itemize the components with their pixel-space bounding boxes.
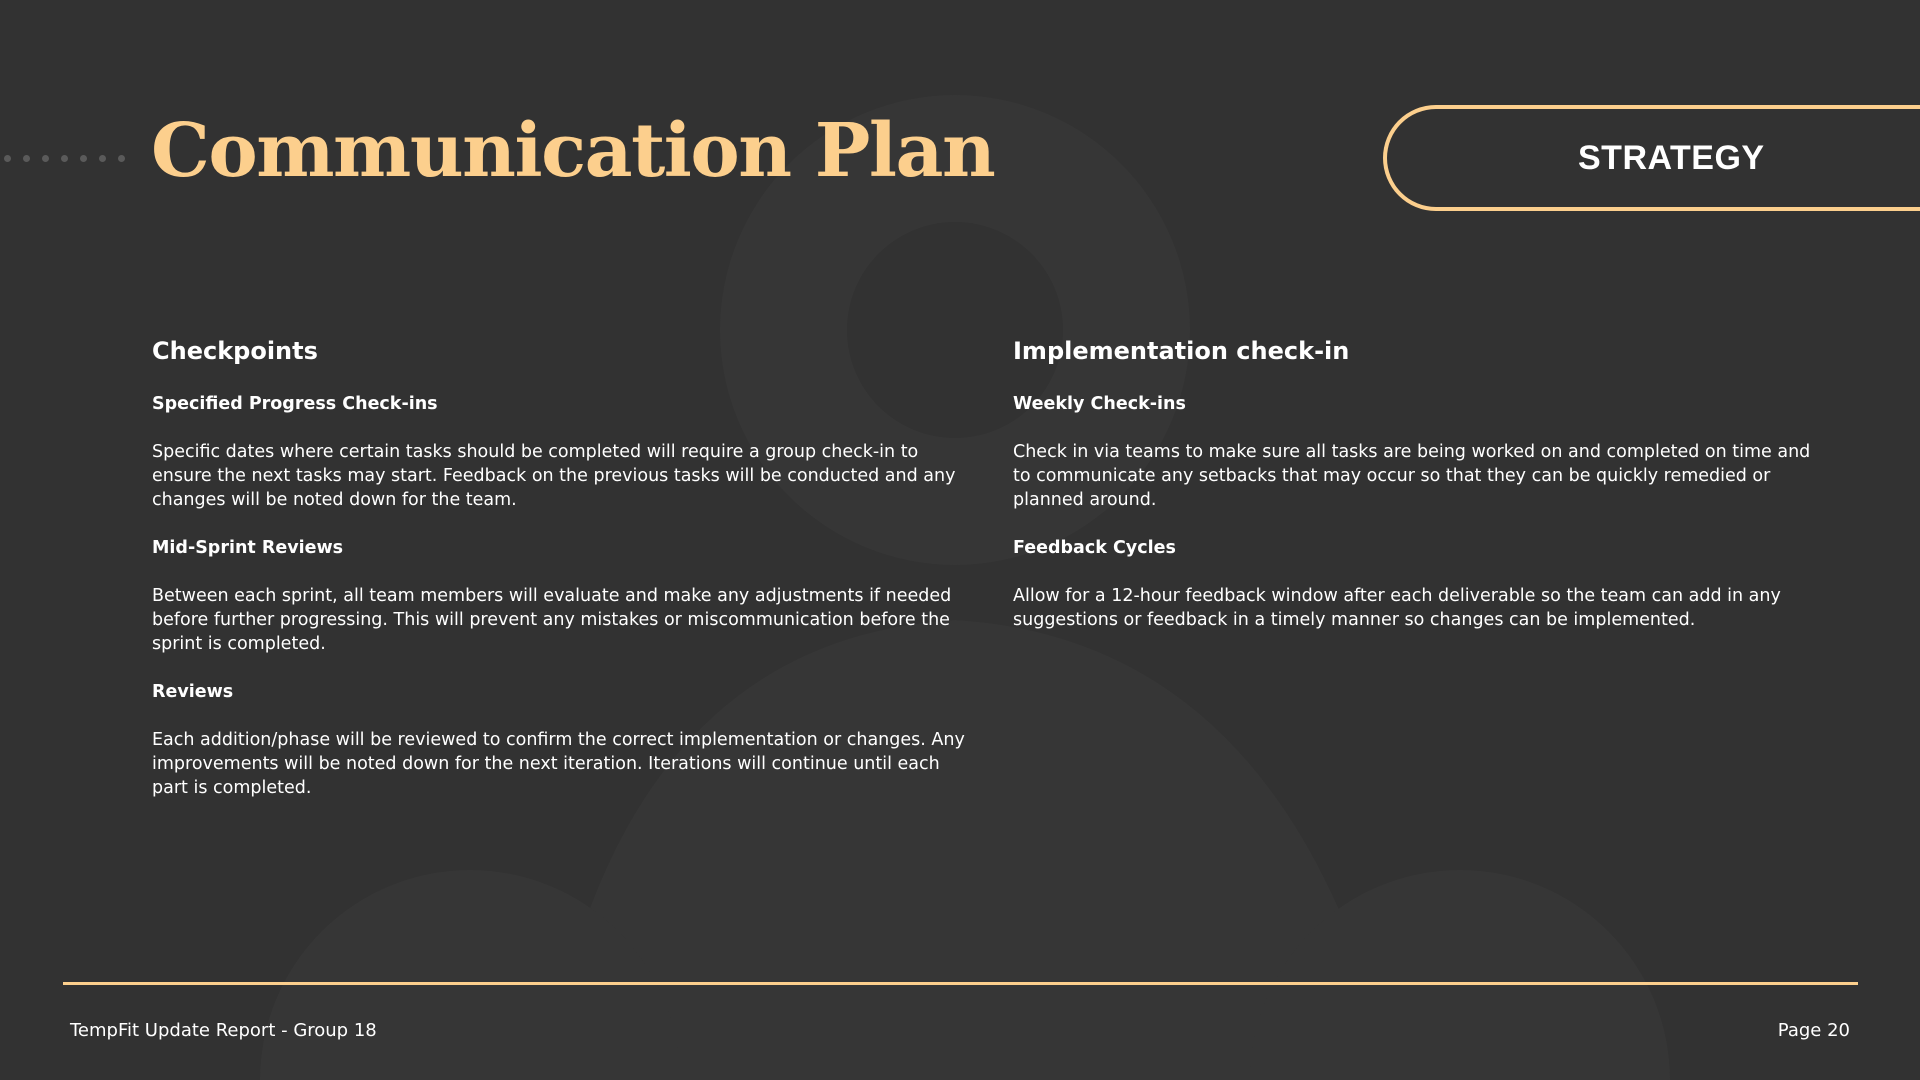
column-heading: Implementation check-in bbox=[1013, 337, 1350, 365]
decorative-dots bbox=[4, 155, 125, 162]
section-subheading: Feedback Cycles bbox=[1013, 538, 1176, 558]
page-title: Communication Plan bbox=[151, 108, 995, 194]
section-body: Between each sprint, all team members will evaluate and make any adjustments if needed before further progressing. This will prevent any mistakes or miscommunication before the sprint is completed. bbox=[152, 586, 952, 654]
checkpoints-column bbox=[152, 332, 972, 824]
section-body: Check in via teams to make sure all tasks are being worked on and completed on time and to communicate any setbacks that may occur so that they can be quickly remedied or planned around. bbox=[1013, 442, 1811, 510]
section-subheading: Specified Progress Check-ins bbox=[152, 394, 438, 414]
footer-page-number: Page 20 bbox=[1777, 1020, 1850, 1041]
implementation-column bbox=[1013, 332, 1813, 656]
section-subheading: Reviews bbox=[152, 682, 234, 702]
section-body: Each addition/phase will be reviewed to confirm the correct implementation or changes. Any improvements will be noted down for the next iteration. Iterations will continue until each part is completed. bbox=[152, 730, 965, 798]
column-heading: Checkpoints bbox=[152, 337, 318, 365]
section-body: Specific dates where certain tasks should be completed will require a group check-in to ensure the next tasks may start. Feedback on the previous tasks will be conducted and any changes will be noted down for the team. bbox=[152, 442, 956, 510]
section-subheading: Weekly Check-ins bbox=[1013, 394, 1186, 414]
section-body: Allow for a 12-hour feedback window after each deliverable so the team can add in any suggestions or feedback in a timely manner so changes can be implemented. bbox=[1013, 586, 1781, 630]
footer-divider bbox=[63, 982, 1858, 985]
section-subheading: Mid-Sprint Reviews bbox=[152, 538, 344, 558]
section-tag-label: STRATEGY bbox=[1578, 138, 1765, 177]
footer-report-name: TempFit Update Report - Group 18 bbox=[70, 1020, 377, 1041]
section-tag-pill bbox=[1383, 105, 1920, 211]
